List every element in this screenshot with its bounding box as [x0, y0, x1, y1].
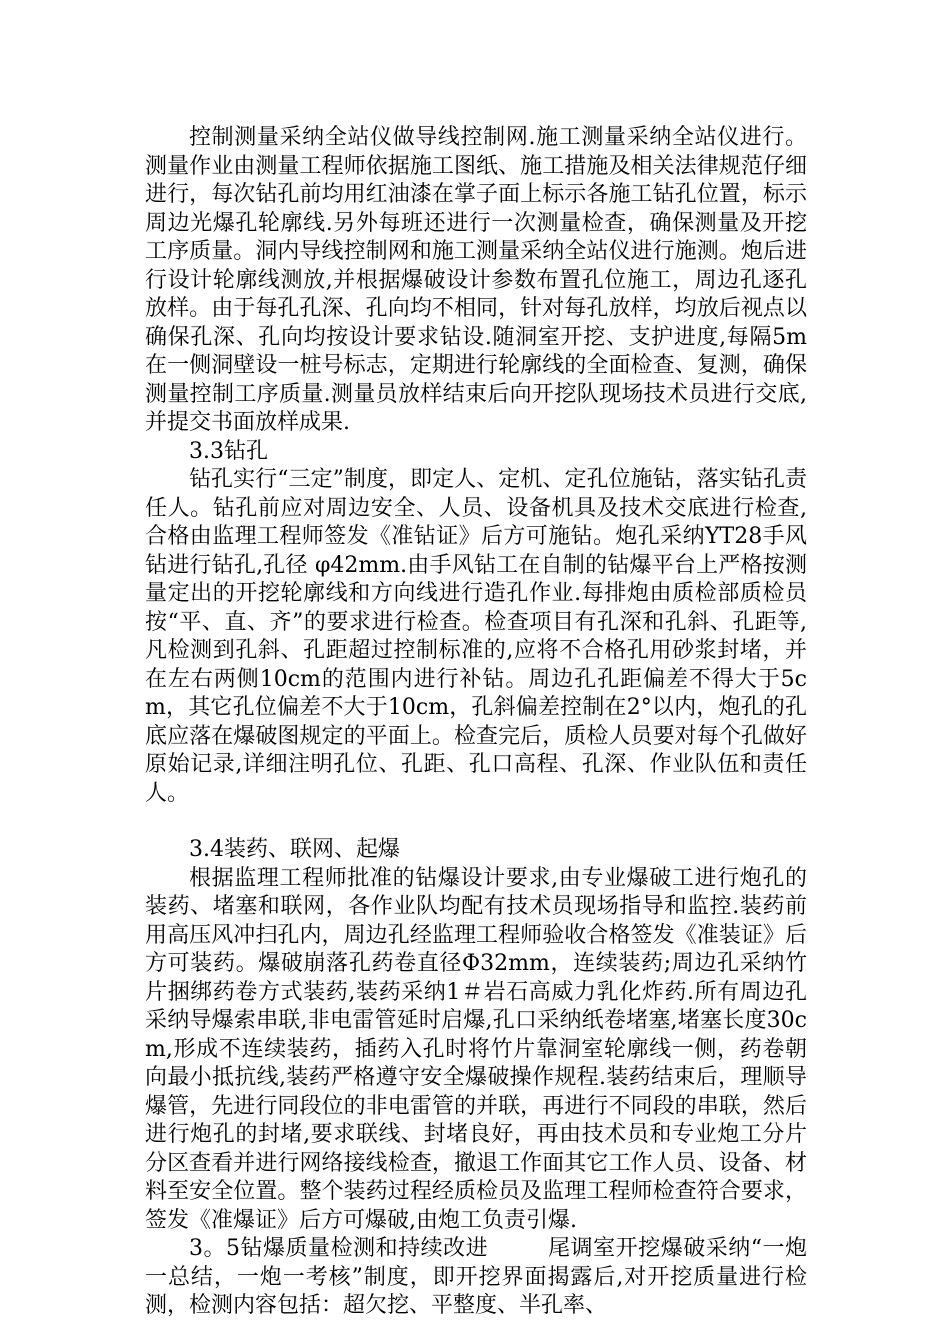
paragraph-survey-control: 控制测量采纳全站仪做导线控制网.施工测量采纳全站仪进行。测量作业由测量工程师依据施工图纸、施工措施及相关法律规范仔细进行，每次钻孔前均用红油漆在掌子面上标示各施工钻孔位置，标示周边光爆孔轮廓线.另外每班还进行一次测量检查，确保测量及开挖工序质量。洞内导线控制网和施工测量采纳全站仪进行施测。炮后进行设计轮廓线测放,并根据爆破设计参数布置孔位施工，周边孔逐孔放样。由于每孔孔深、孔向均不相同，针对每孔放样，均放后视点以确保孔深、孔向均按设计要求钻设.随洞室开挖、支护进度,每隔5m在一侧洞壁设一桩号标志，定期进行轮廓线的全面检查、复测，确保测量控制工序质量.测量员放样结束后向开挖队现场技术员进行交底,并提交书面放样成果.	[145, 125, 807, 435]
section-heading-quality: 3。5钻爆质量检测和持续改进	[189, 1236, 489, 1261]
section-heading-charging: 3.4装药、联网、起爆	[189, 837, 400, 862]
paragraph-drilling: 钻孔实行“三定”制度，即定人、定机、定孔位施钻，落实钻孔责任人。钻孔前应对周边安全、人员、设备机具及技术交底进行检查,合格由监理工程师签发《准钻证》后方可施钻。炮孔采纳YT28手风钻进行钻孔,孔径 φ42mm.由手风钻工在自制的钻爆平台上严格按测量定出的开挖轮廓线和方向线进行造孔作业.每排炮由质检部质检员按“平、直、齐”的要求进行检查。检查项目有孔深和孔斜、孔距等,凡检测到孔斜、孔距超过控制标准的,应将不合格孔用砂浆封堵，并在左右两侧10cm的范围内进行补钻。周边孔孔距偏差不得大于5cm，其它孔位偏差不大于10cm，孔斜偏差控制在2°以内，炮孔的孔底应落在爆破图规定的平面上。检查完后，质检人员要对每个孔做好原始记录,详细注明孔位、孔距、孔口高程、孔深、作业队伍和责任人。	[145, 467, 807, 806]
paragraph-quality-check	[145, 1235, 807, 1321]
section-heading-drilling: 3.3钻孔	[189, 438, 268, 464]
paragraph-gap	[145, 808, 807, 836]
document-page	[145, 124, 807, 1321]
paragraph-quality-text: 尾调室开挖爆破采纳“一炮一总结，一炮一考核”制度，即开挖界面揭露后,对开挖质量进行检测，检测内容包括：超欠挖、平整度、半孔率、	[145, 1236, 807, 1318]
paragraph-charging: 根据监理工程师批准的钻爆设计要求,由专业爆破工进行炮孔的装药、堵塞和联网，各作业队均配有技术员现场指导和监控.装药前用高压风冲扫孔内，周边孔经监理工程师验收合格签发《准装证》后方可装药。爆破崩落孔药卷直径Φ32mm，连续装药;周边孔采纳竹片捆绑药卷方式装药,装药采纳1＃岩石高威力乳化炸药.所有周边孔采纳导爆索串联,非电雷管延时启爆,孔口采纳纸卷堵塞,堵塞长度30cm,形成不连续装药，插药入孔时将竹片靠洞室轮廓线一侧，药卷朝向最小抵抗线,装药严格遵守安全爆破操作规程.装药结束后，理顺导爆管，先进行同段位的非电雷管的并联，再进行不同段的串联，然后进行炮孔的封堵,要求联线、封堵良好，再由技术员和专业炮工分片分区查看并进行网络接线检查，撤退工作面其它工作人员、设备、材料至安全位置。整个装药过程经质检员及监理工程师检查符合要求，签发《准爆证》后方可爆破,由炮工负责引爆.	[145, 865, 807, 1233]
